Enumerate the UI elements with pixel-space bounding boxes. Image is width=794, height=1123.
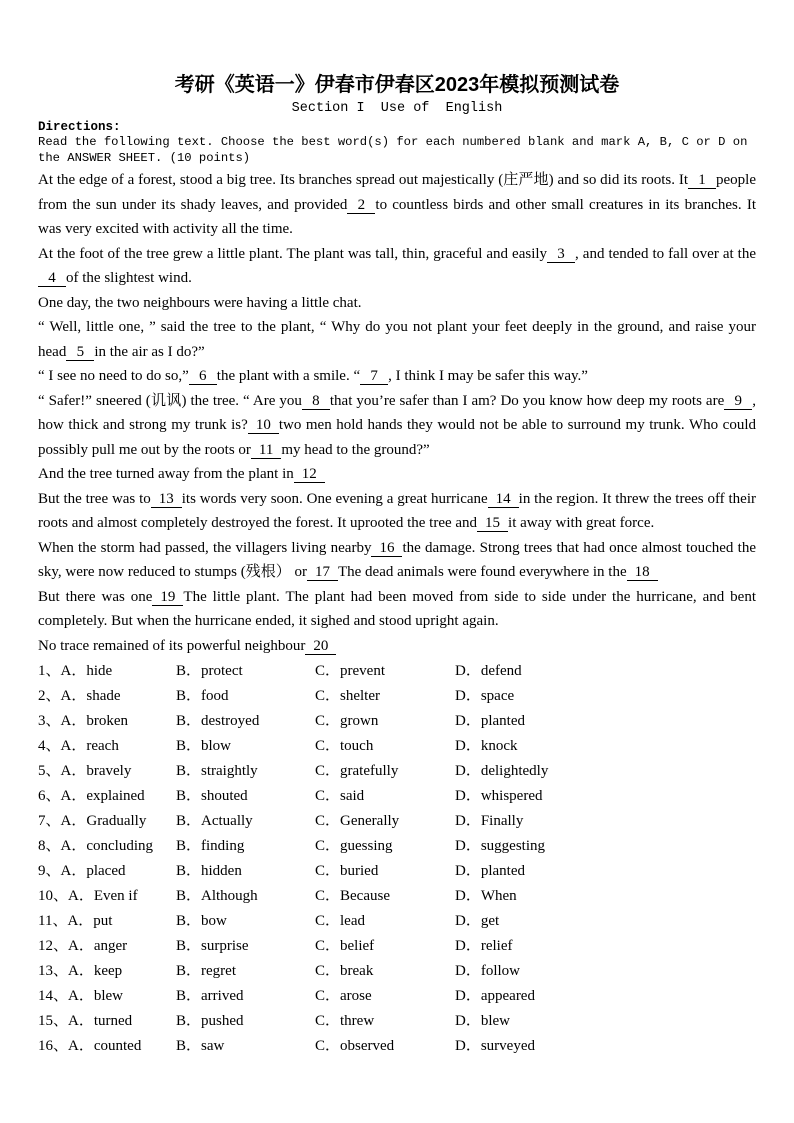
option-text: straightly (201, 763, 258, 779)
question-number: 1、 (38, 663, 61, 679)
cloze-blank-15: 15 (477, 515, 508, 532)
option-14-d (455, 984, 756, 1009)
option-text: shade (86, 688, 121, 704)
option-text: finding (201, 838, 245, 854)
option-text: bravely (86, 763, 132, 779)
option-text: relief (480, 938, 513, 954)
option-12-c (315, 934, 455, 959)
option-text: space (480, 688, 515, 704)
option-letter: C． (315, 963, 341, 979)
passage-paragraph: But there was one 19 The little plant. The plant had been moved from side to side under the hurricane, and bent completely. But when the hurricane ended, it sighed and stood upright again. (38, 588, 757, 629)
option-letter: B． (176, 1013, 202, 1029)
option-text: keep (93, 963, 123, 979)
option-text: hide (86, 663, 113, 679)
option-text: blew (93, 988, 124, 1004)
option-16-c (315, 1034, 455, 1059)
option-letter: B． (176, 863, 202, 879)
cloze-blank-10: 10 (248, 417, 279, 434)
option-letter: D． (455, 663, 481, 679)
option-letter: A． (60, 788, 87, 804)
option-7-d (455, 809, 756, 834)
option-10-c (315, 884, 455, 909)
option-text: anger (93, 938, 128, 954)
option-text: said (340, 788, 365, 804)
question-row-14 (38, 984, 756, 1009)
option-letter: B． (176, 763, 202, 779)
option-letter: C． (315, 738, 341, 754)
option-8-b (176, 834, 315, 859)
option-text: prevent (340, 663, 385, 679)
question-number: 2、 (38, 688, 61, 704)
option-letter: D． (455, 913, 481, 929)
option-letter: D． (455, 738, 481, 754)
option-2-c (315, 684, 455, 709)
option-letter: A． (60, 838, 87, 854)
option-letter: A． (60, 763, 87, 779)
question-number: 13、 (38, 963, 69, 979)
option-text: hidden (201, 863, 242, 879)
question-number: 9、 (38, 863, 61, 879)
option-5-d (455, 759, 756, 784)
question-number: 12、 (38, 938, 69, 954)
option-15-b (176, 1009, 315, 1034)
option-14-c (315, 984, 455, 1009)
option-text: Although (201, 888, 258, 904)
question-number: 11、 (38, 913, 68, 929)
option-3-a (38, 709, 176, 734)
question-number: 5、 (38, 763, 61, 779)
option-text: defend (480, 663, 522, 679)
option-letter: B． (176, 913, 202, 929)
option-letter: C． (315, 763, 341, 779)
option-text: blow (201, 738, 232, 754)
cloze-blank-13: 13 (151, 491, 182, 508)
option-text: grown (340, 713, 379, 729)
option-letter: D． (455, 888, 481, 904)
question-row-9 (38, 859, 756, 884)
option-letter: D． (455, 838, 481, 854)
option-6-c (315, 784, 455, 809)
question-number: 15、 (38, 1013, 69, 1029)
question-number: 4、 (38, 738, 61, 754)
cloze-blank-2: 2 (347, 197, 375, 214)
question-number: 14、 (38, 988, 69, 1004)
option-9-d (455, 859, 756, 884)
option-1-a (38, 659, 176, 684)
option-letter: A． (60, 863, 87, 879)
cloze-blank-1: 1 (688, 172, 716, 189)
option-letter: B． (176, 738, 202, 754)
option-11-c (315, 909, 455, 934)
option-letter: A． (68, 888, 94, 904)
option-text: belief (340, 938, 375, 954)
option-text: get (480, 913, 500, 929)
option-text: surveyed (480, 1038, 535, 1054)
option-text: surprise (201, 938, 249, 954)
option-letter: A． (68, 938, 94, 954)
passage-paragraph: One day, the two neighbours were having a little chat. (38, 294, 362, 311)
option-4-a (38, 734, 176, 759)
option-letter: C． (315, 1013, 341, 1029)
option-letter: B． (176, 1038, 202, 1054)
passage-paragraph: At the edge of a forest, stood a big tree. Its branches spread out majestically (庄严地) and so did its roots. It 1 people from the sun under its shady leaves, and provided 2 to countless birds and other small creatures in its branches. It was very excited with activity all the time. (38, 172, 756, 237)
option-13-b (176, 959, 315, 984)
option-letter: D． (455, 763, 481, 779)
option-letter: D． (455, 1013, 481, 1029)
cloze-blank-9: 9 (724, 393, 752, 410)
question-row-4 (38, 734, 756, 759)
cloze-blank-4: 4 (38, 270, 66, 287)
option-letter: D． (455, 863, 481, 879)
option-letter: B． (176, 813, 202, 829)
page-title: 考研《英语一》伊春市伊春区2023年模拟预测试卷 (174, 74, 620, 96)
option-3-b (176, 709, 315, 734)
option-letter: D． (455, 963, 481, 979)
cloze-blank-11: 11 (251, 442, 281, 459)
option-6-a (38, 784, 176, 809)
option-letter: C． (315, 813, 341, 829)
option-letter: B． (176, 788, 202, 804)
option-7-a (38, 809, 176, 834)
option-letter: C． (315, 938, 341, 954)
option-16-a (38, 1034, 176, 1059)
option-letter: C． (315, 913, 341, 929)
option-text: arose (340, 988, 372, 1004)
option-15-d (455, 1009, 756, 1034)
option-letter: C． (315, 788, 341, 804)
option-text: Generally (340, 813, 400, 829)
cloze-blank-3: 3 (547, 246, 575, 263)
question-row-8 (38, 834, 756, 859)
option-text: concluding (86, 838, 154, 854)
question-number: 7、 (38, 813, 61, 829)
option-7-c (315, 809, 455, 834)
option-7-b (176, 809, 315, 834)
option-text: knock (480, 738, 518, 754)
option-8-d (455, 834, 756, 859)
passage-paragraph: No trace remained of its powerful neighbour 20 (38, 634, 756, 659)
passage-paragraph: When the storm had passed, the villagers living nearby 16 the damage. Strong trees that had once almost touched the sky, were now reduced to stumps (残根） or 17 The dead animals were found everywhere in the 18 (38, 539, 756, 580)
option-text: threw (340, 1013, 375, 1029)
option-text: gratefully (340, 763, 399, 779)
option-2-a (38, 684, 176, 709)
option-13-a (38, 959, 176, 984)
option-10-b (176, 884, 315, 909)
cloze-blank-12: 12 (294, 466, 325, 483)
question-list (38, 659, 756, 1059)
cloze-blank-5: 5 (66, 344, 94, 361)
option-text: pushed (201, 1013, 244, 1029)
option-11-d (455, 909, 756, 934)
question-row-2 (38, 684, 756, 709)
question-row-3 (38, 709, 756, 734)
option-4-d (455, 734, 756, 759)
option-6-d (455, 784, 756, 809)
question-row-10 (38, 884, 756, 909)
option-text: arrived (201, 988, 244, 1004)
option-text: turned (93, 1013, 133, 1029)
option-10-a (38, 884, 176, 909)
option-text: broken (86, 713, 129, 729)
cloze-blank-17: 17 (307, 564, 338, 581)
option-text: Actually (201, 813, 253, 829)
option-text: follow (480, 963, 521, 979)
question-row-7 (38, 809, 756, 834)
option-letter: A． (67, 913, 94, 929)
option-4-b (176, 734, 315, 759)
option-letter: A． (68, 1038, 94, 1054)
section-heading: Section I Use of English (291, 101, 503, 116)
option-11-b (176, 909, 315, 934)
option-letter: B． (176, 963, 202, 979)
option-letter: A． (60, 688, 87, 704)
cloze-blank-19: 19 (152, 589, 183, 606)
cloze-blank-16: 16 (371, 540, 402, 557)
option-1-b (176, 659, 315, 684)
option-text: shelter (340, 688, 380, 704)
option-10-d (455, 884, 756, 909)
question-number: 16、 (38, 1038, 69, 1054)
passage-paragraph: At the foot of the tree grew a little plant. The plant was tall, thin, graceful and easily 3 , and tended to fall over at the4 of the slightest wind. (38, 245, 756, 286)
option-text: regret (201, 963, 236, 979)
option-text: whispered (480, 788, 543, 804)
question-row-5 (38, 759, 756, 784)
option-text: Finally (480, 813, 524, 829)
option-text: suggesting (480, 838, 546, 854)
option-9-b (176, 859, 315, 884)
option-letter: B． (176, 938, 202, 954)
option-text: counted (93, 1038, 142, 1054)
option-text: food (201, 688, 229, 704)
option-letter: D． (455, 938, 481, 954)
option-text: blew (480, 1013, 511, 1029)
option-text: Because (340, 888, 390, 904)
option-letter: A． (60, 813, 87, 829)
option-letter: D． (455, 813, 481, 829)
option-letter: C． (315, 863, 341, 879)
question-number: 6、 (38, 788, 61, 804)
option-3-d (455, 709, 756, 734)
option-letter: C． (315, 1038, 341, 1054)
cloze-blank-8: 8 (302, 393, 330, 410)
option-13-c (315, 959, 455, 984)
option-letter: C． (315, 988, 341, 1004)
directions-text: Read the following text. Choose the best word(s) for each numbered blank and mark A, B, C or D on the ANSWER SHEET. (10 points) (38, 135, 755, 165)
option-text: destroyed (201, 713, 260, 729)
cloze-blank-20: 20 (305, 638, 336, 655)
option-text: break (340, 963, 374, 979)
cloze-blank-7: 7 (360, 368, 388, 385)
option-text: saw (201, 1038, 225, 1054)
question-row-15 (38, 1009, 756, 1034)
question-row-13 (38, 959, 756, 984)
option-text: explained (86, 788, 145, 804)
question-row-12 (38, 934, 756, 959)
option-12-b (176, 934, 315, 959)
option-1-c (315, 659, 455, 684)
question-number: 10、 (38, 888, 69, 904)
option-13-d (455, 959, 756, 984)
passage-paragraph: “ Safer!” sneered (讥讽) the tree. “ Are you 8 that you’re safer than I am? Do you know how deep my roots are 9 , how thick and strong my trunk is? 10 two men hold hands they would not be able to surround my trunk. Who could possibly pull me out by the roots or 11 my head to the ground?” (38, 392, 756, 458)
option-text: delightedly (480, 763, 549, 779)
option-letter: C． (315, 838, 341, 854)
option-letter: D． (455, 713, 481, 729)
option-letter: B． (176, 713, 202, 729)
question-row-16 (38, 1034, 756, 1059)
option-text: observed (340, 1038, 395, 1054)
question-row-6 (38, 784, 756, 809)
option-letter: B． (176, 663, 202, 679)
question-row-1 (38, 659, 756, 684)
option-letter: B． (176, 838, 202, 854)
option-letter: A． (68, 988, 94, 1004)
option-text: protect (201, 663, 243, 679)
option-letter: C． (315, 688, 341, 704)
option-12-d (455, 934, 756, 959)
option-text: appeared (480, 988, 535, 1004)
option-11-a (38, 909, 176, 934)
option-text: placed (86, 863, 126, 879)
option-15-a (38, 1009, 176, 1034)
option-letter: A． (60, 713, 87, 729)
option-text: put (93, 913, 113, 929)
question-number: 3、 (38, 713, 61, 729)
option-letter: A． (68, 963, 94, 979)
question-number: 8、 (38, 838, 61, 854)
option-text: reach (86, 738, 119, 754)
option-letter: C． (315, 663, 341, 679)
option-4-c (315, 734, 455, 759)
option-text: guessing (340, 838, 393, 854)
option-6-b (176, 784, 315, 809)
option-8-a (38, 834, 176, 859)
option-text: buried (340, 863, 379, 879)
option-14-b (176, 984, 315, 1009)
cloze-blank-14: 14 (488, 491, 519, 508)
option-9-c (315, 859, 455, 884)
option-16-b (176, 1034, 315, 1059)
option-letter: D． (455, 788, 481, 804)
option-15-c (315, 1009, 455, 1034)
option-text: shouted (201, 788, 248, 804)
passage-paragraph: “ I see no need to do so,” 6 the plant with a smile. “ 7 , I think I may be safer this way.” (38, 368, 588, 384)
option-8-c (315, 834, 455, 859)
option-text: touch (340, 738, 374, 754)
option-text: planted (480, 863, 525, 879)
option-letter: A． (60, 663, 87, 679)
option-letter: D． (455, 1038, 481, 1054)
option-letter: A． (60, 738, 87, 754)
passage (38, 168, 756, 658)
question-row-11 (38, 909, 756, 934)
option-9-a (38, 859, 176, 884)
option-text: Gradually (86, 813, 147, 829)
cloze-blank-18: 18 (627, 564, 658, 581)
option-1-d (455, 659, 756, 684)
option-text: bow (201, 913, 227, 929)
option-letter: C． (315, 713, 341, 729)
option-12-a (38, 934, 176, 959)
passage-paragraph: “ Well, little one, ” said the tree to the plant, “ Why do you not plant your feet deeply in the ground, and raise your head 5 in the air as I do?” (38, 319, 756, 360)
option-5-c (315, 759, 455, 784)
option-16-d (455, 1034, 756, 1059)
option-5-b (176, 759, 315, 784)
option-letter: B． (176, 888, 202, 904)
option-letter: B． (176, 688, 202, 704)
option-letter: D． (455, 688, 481, 704)
option-letter: B． (176, 988, 202, 1004)
option-letter: D． (455, 988, 481, 1004)
option-text: planted (480, 713, 525, 729)
option-2-b (176, 684, 315, 709)
directions-label: Directions: (38, 120, 121, 134)
option-text: When (480, 888, 517, 904)
passage-paragraph: But the tree was to 13 its words very soon. One evening a great hurricane 14 in the region. It threw the trees off their roots and almost completely destroyed the forest. It uprooted the tree and 15 it away with great force. (38, 490, 756, 531)
option-3-c (315, 709, 455, 734)
option-14-a (38, 984, 176, 1009)
cloze-blank-6: 6 (189, 368, 217, 385)
option-letter: C． (315, 888, 341, 904)
option-text: Even if (93, 888, 138, 904)
passage-paragraph: And the tree turned away from the plant in 12 (38, 462, 756, 487)
option-5-a (38, 759, 176, 784)
option-2-d (455, 684, 756, 709)
option-letter: A． (68, 1013, 94, 1029)
option-text: lead (340, 913, 365, 929)
